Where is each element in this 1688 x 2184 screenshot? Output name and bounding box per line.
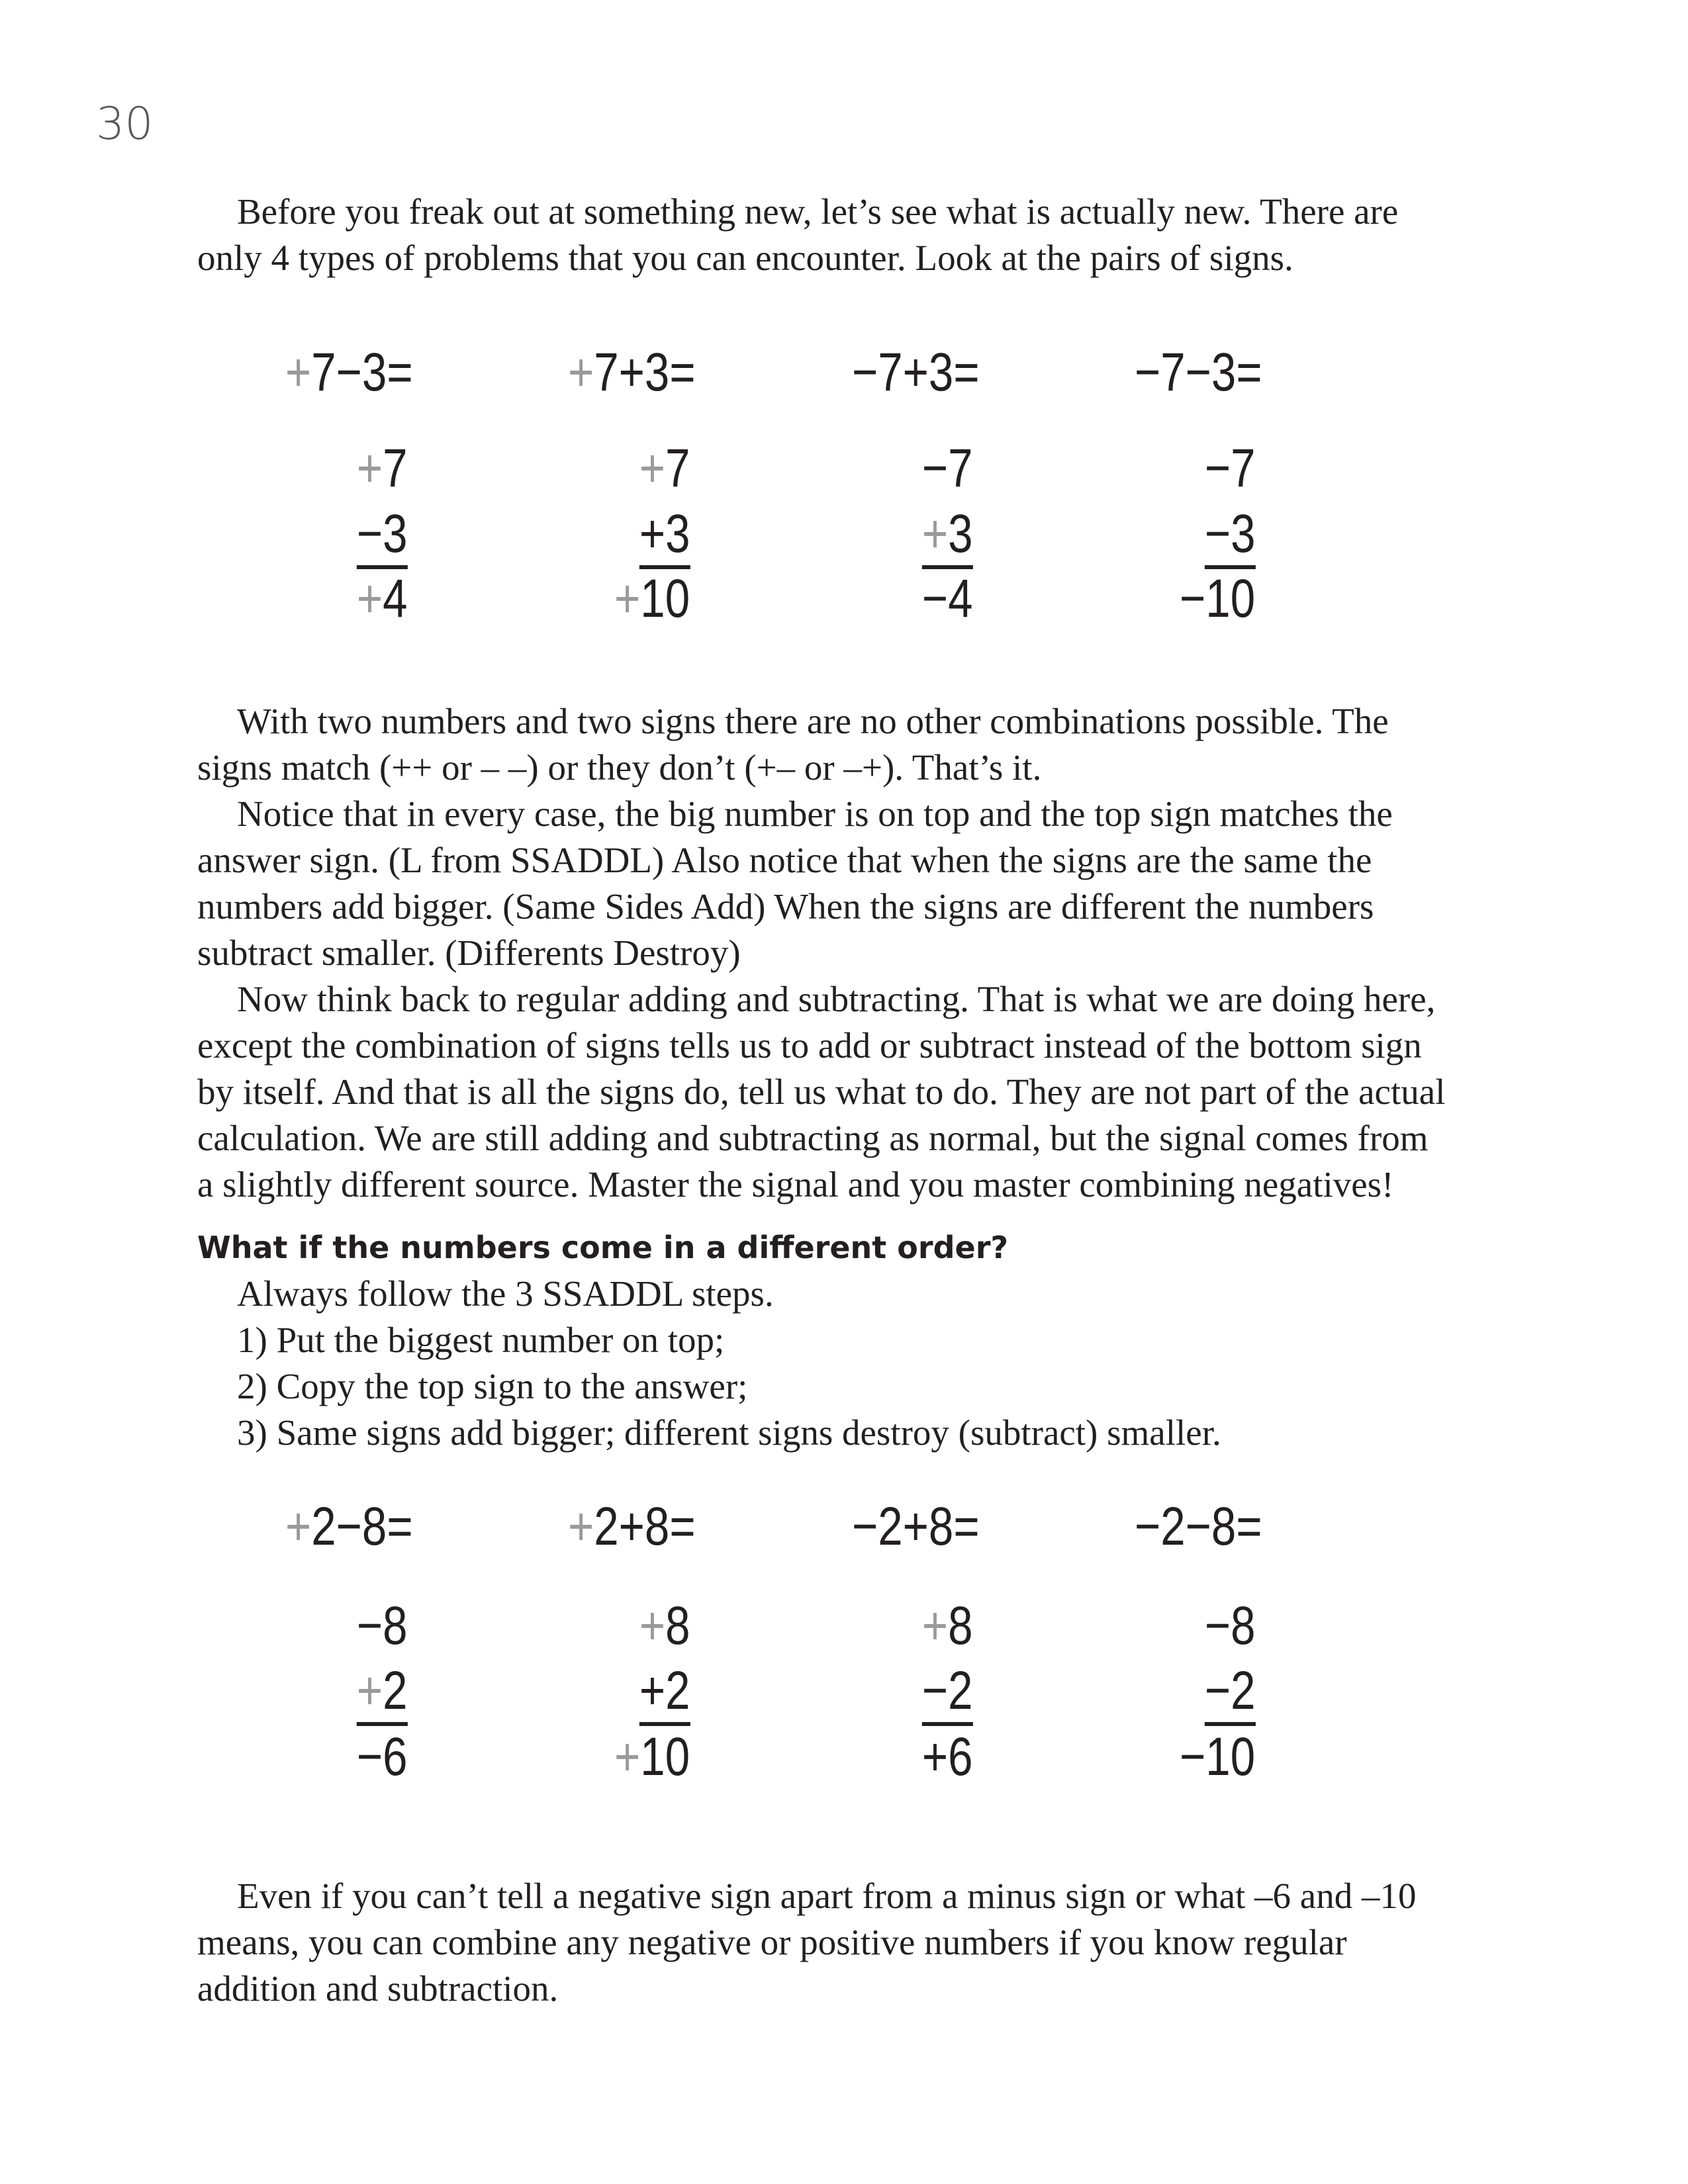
equation-first-sign: + [568, 342, 594, 402]
equation [852, 1497, 980, 1557]
sign: − [1179, 569, 1206, 629]
sign: − [356, 1727, 383, 1787]
stack-answer [356, 569, 407, 629]
number: 6 [947, 1727, 972, 1787]
equation-rest: 2−8= [1160, 1496, 1262, 1557]
body-line: Now think back to regular adding and subtracting. That is what we are doing here, [237, 979, 1436, 1019]
body-line: answer sign. (L from SSADDL) Also notice that when the signs are the same the [197, 840, 1372, 880]
stack-bottom [1204, 1661, 1255, 1721]
stack-top [1204, 439, 1255, 498]
equation [285, 1497, 413, 1557]
number: 10 [1205, 1727, 1255, 1787]
equation-rest: 2+8= [878, 1496, 980, 1557]
stack-bottom [639, 504, 690, 564]
number: 2 [947, 1661, 972, 1721]
number: 7 [665, 438, 690, 498]
equation-rest: 7−3= [1160, 342, 1262, 402]
number: 2 [382, 1661, 407, 1721]
stack-top [639, 1596, 690, 1656]
sign: + [639, 1596, 665, 1656]
sign: + [614, 1727, 641, 1787]
sign: + [639, 1661, 665, 1721]
sign: − [921, 438, 948, 498]
number: 3 [1230, 504, 1255, 564]
equation-rest: 2−8= [311, 1496, 413, 1557]
sign: + [614, 569, 641, 629]
body-line: Notice that in every case, the big number is on top and the top sign matches the [237, 794, 1393, 834]
stack-bottom [1204, 504, 1255, 564]
sign: − [1204, 504, 1231, 564]
closing-line: Even if you can’t tell a negative sign apart from a minus sign or what –6 and –10 [237, 1876, 1417, 1916]
stack-bottom [356, 1661, 407, 1721]
sign: − [1204, 438, 1231, 498]
equation-first-sign: + [285, 342, 312, 402]
step-line: 3) Same signs add bigger; different signs destroy (subtract) smaller. [237, 1412, 1221, 1453]
number: 3 [665, 504, 690, 564]
stack-bottom [356, 504, 407, 564]
equation-rest: 7−3= [311, 342, 413, 402]
equation-first-sign: − [852, 1496, 878, 1557]
number: 2 [665, 1661, 690, 1721]
stack-top [1204, 1596, 1255, 1656]
equation-first-sign: − [1135, 1496, 1161, 1557]
number: 2 [1230, 1661, 1255, 1721]
equation [1135, 1497, 1262, 1557]
sign: + [356, 569, 383, 629]
intro-line: only 4 types of problems that you can encounter. Look at the pairs of signs. [197, 238, 1293, 278]
number: 8 [947, 1596, 972, 1656]
stack-bottom [921, 504, 972, 564]
stack-answer [614, 1727, 690, 1787]
sign: + [639, 504, 665, 564]
number: 7 [1230, 438, 1255, 498]
sign: − [921, 569, 948, 629]
body-line: With two numbers and two signs there are no other combinations possible. The [237, 701, 1389, 741]
body-line: signs match (++ or – –) or they don’t (+– or –+). That’s it. [197, 747, 1042, 788]
equation-rest: 2+8= [594, 1496, 696, 1557]
equation-first-sign: − [1135, 342, 1161, 402]
equation-first-sign: − [852, 342, 878, 402]
equation [852, 343, 980, 402]
stack-top [356, 439, 407, 498]
sign: + [921, 1596, 948, 1656]
number: 8 [665, 1596, 690, 1656]
equation [285, 343, 413, 402]
sign: + [356, 438, 383, 498]
equation-first-sign: + [285, 1496, 312, 1557]
equation [568, 1497, 696, 1557]
sign: − [1179, 1727, 1206, 1787]
body-line: a slightly different source. Master the signal and you master combining negatives! [197, 1164, 1394, 1205]
number: 7 [382, 438, 407, 498]
number: 3 [947, 504, 972, 564]
sign: + [921, 1727, 948, 1787]
number: 10 [640, 1727, 690, 1787]
stack-bottom [639, 1661, 690, 1721]
number: 3 [382, 504, 407, 564]
stack-top [921, 1596, 972, 1656]
sign: + [921, 504, 948, 564]
sign: − [1204, 1596, 1231, 1656]
stack-answer [921, 1727, 972, 1787]
stack-bottom [921, 1661, 972, 1721]
number: 7 [947, 438, 972, 498]
intro-line: Before you freak out at something new, let’s see what is actually new. There are [237, 191, 1399, 232]
stack-top [921, 439, 972, 498]
number: 10 [640, 569, 690, 629]
number: 8 [1230, 1596, 1255, 1656]
equation [568, 343, 696, 402]
body-line: subtract smaller. (Differents Destroy) [197, 933, 741, 973]
step-line: 1) Put the biggest number on top; [237, 1320, 725, 1360]
sign: − [921, 1661, 948, 1721]
body-line: calculation. We are still adding and subtracting as normal, but the signal comes from [197, 1118, 1429, 1158]
stack-top [356, 1596, 407, 1656]
stack-answer [356, 1727, 407, 1787]
step-line: 2) Copy the top sign to the answer; [237, 1366, 748, 1406]
sign: − [356, 504, 383, 564]
step-line: Always follow the 3 SSADDL steps. [237, 1273, 774, 1314]
number: 10 [1205, 569, 1255, 629]
number: 6 [382, 1727, 407, 1787]
stack-answer [1180, 569, 1255, 629]
section-heading: What if the numbers come in a different order? [197, 1230, 1009, 1265]
stack-answer [921, 569, 972, 629]
number: 4 [382, 569, 407, 629]
stack-answer [1180, 1727, 1255, 1787]
body-line: by itself. And that is all the signs do, tell us what to do. They are not part of the actual [197, 1071, 1446, 1112]
number: 8 [382, 1596, 407, 1656]
sign: − [1204, 1661, 1231, 1721]
body-line: except the combination of signs tells us to add or subtract instead of the bottom sign [197, 1025, 1422, 1066]
stack-top [639, 439, 690, 498]
body-line: numbers add bigger. (Same Sides Add) When the signs are different the numbers [197, 886, 1374, 927]
number: 4 [947, 569, 972, 629]
sign: + [356, 1661, 383, 1721]
equation [1135, 343, 1262, 402]
equation-rest: 7+3= [594, 342, 696, 402]
stack-answer [614, 569, 690, 629]
equation-rest: 7+3= [878, 342, 980, 402]
page-number: 30 [96, 98, 154, 150]
sign: − [356, 1596, 383, 1656]
sign: + [639, 438, 665, 498]
closing-line: means, you can combine any negative or positive numbers if you know regular [197, 1922, 1347, 1962]
equation-first-sign: + [568, 1496, 594, 1557]
closing-line: addition and subtraction. [197, 1968, 559, 2009]
